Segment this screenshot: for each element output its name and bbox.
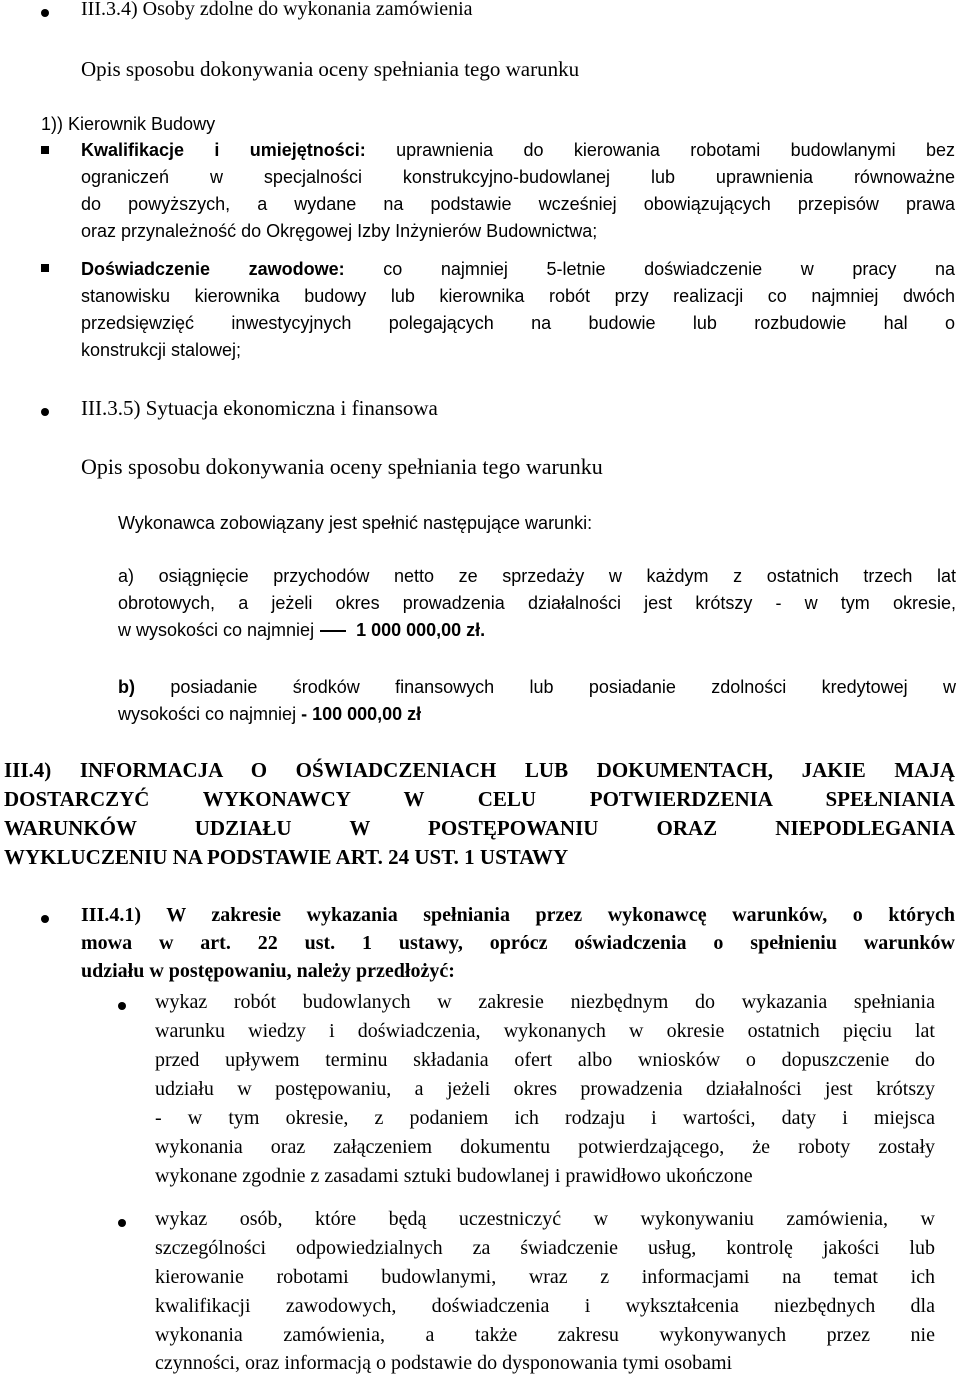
item1-line-7: wykonane zgodnie z zasadami sztuki budowlanej i prawidłowo ukończone	[155, 1165, 753, 1187]
section-heading-341-line-2: mowa w art. 22 ust. 1 ustawy, oprócz oświadczenia o spełnieniu warunków	[81, 932, 955, 954]
bullet-dot	[41, 408, 49, 416]
section-heading-341-line-1: III.4.1) W zakresie wykazania spełniania przez wykonawcę warunków, o których	[81, 904, 955, 926]
item1-line-5: - w tym okresie, z podaniem ich rodzaju i wartości, daty i miejsca	[155, 1107, 935, 1129]
section-heading-34-line-4: WYKLUCZENIU NA PODSTAWIE ART. 24 UST. 1 USTAWY	[4, 845, 569, 869]
dosw-line-3: przedsięwzięć inwestycyjnych polegających na budowie lub rozbudowie hal o	[81, 313, 955, 333]
cond-b-line-1	[118, 677, 956, 698]
conditions-intro: Wykonawca zobowiązany jest spełnić następujące warunki:	[118, 513, 593, 533]
item1-line-2: warunku wiedzy i doświadczenia, wykonanych w okresie ostatnich pięciu lat	[155, 1020, 935, 1042]
item2-line-6: czynności, oraz informacją o podstawie do dysponowania tymi osobami	[155, 1352, 733, 1374]
subheading-335: Opis sposobu dokonywania oceny spełniania tego warunku	[81, 454, 603, 479]
section-heading-341-line-3: udziału w postępowaniu, należy przedłożyć:	[81, 960, 455, 982]
item1-line-1: wykaz robót budowlanych w zakresie niezbędnym do wykazania spełniania	[155, 991, 935, 1013]
item2-line-2: szczególności odpowiedzialnych za świadczenie usług, kontrolę jakości lub	[155, 1237, 935, 1259]
dosw-line-1-rest: co najmniej 5-letnie doświadczenie w pracy na	[344, 259, 955, 279]
cond-a-line-3	[118, 620, 485, 641]
kwal-line-1-rest: uprawnienia do kierowania robotami budowlanymi bez	[365, 140, 955, 160]
cond-a-line-3-text: w wysokości co najmniej	[118, 620, 315, 640]
section-heading-335: III.3.5) Sytuacja ekonomiczna i finansowa	[81, 396, 438, 420]
bullet-square	[41, 264, 49, 272]
cond-b-line-2-text: wysokości co najmniej	[118, 704, 302, 724]
item2-line-5: wykonania zamówienia, a także zakresu wykonywanych przez nie	[155, 1324, 935, 1346]
item1-line-6: wykonania oraz załączeniem dokumentu potwierdzającego, że roboty zostały	[155, 1136, 935, 1158]
cond-b-line-1-rest: posiadanie środków finansowych lub posiadanie zdolności kredytowej w	[135, 677, 956, 697]
item2-line-3: kierowanie robotami budowlanymi, wraz z informacjami na temat ich	[155, 1266, 935, 1288]
bullet-dot	[118, 1219, 126, 1227]
item1-line-4: udziału w postępowaniu, a jeżeli okres prowadzenia działalności jest krótszy	[155, 1078, 935, 1100]
dosw-line-4: konstrukcji stalowej;	[81, 340, 242, 360]
bullet-dot	[41, 915, 49, 923]
cond-b-label: b)	[118, 677, 135, 697]
cond-a-line-1: a) osiągnięcie przychodów netto ze sprzedaży w każdym z ostatnich trzech lat	[118, 566, 956, 586]
item2-line-1: wykaz osób, które będą uczestniczyć w wykonywaniu zamówienia, w	[155, 1208, 935, 1230]
kwal-label: Kwalifikacje i umiejętności:	[81, 140, 366, 160]
kwal-line-4: oraz przynależność do Okręgowej Izby Inżynierów Budownictwa;	[81, 221, 598, 241]
bullet-dot	[118, 1002, 126, 1010]
dosw-line-1	[81, 259, 955, 280]
dash-mark	[320, 630, 346, 632]
kwal-line-3: do powyższych, a wydane na podstawie wcześniej obowiązujących przepisów prawa	[81, 194, 955, 214]
subheading-334: Opis sposobu dokonywania oceny spełniania tego warunku	[81, 57, 580, 81]
item2-line-4: kwalifikacji zawodowych, doświadczenia i wykształcenia niezbędnych dla	[155, 1295, 935, 1317]
section-heading-334: III.3.4) Osoby zdolne do wykonania zamówienia	[81, 0, 473, 20]
item1-line-3: przed upływem terminu składania ofert albo wniosków o dopuszczenie do	[155, 1049, 935, 1071]
kwal-line-2: ograniczeń w specjalności konstrukcyjno-budowlanej lub uprawnienia równoważne	[81, 167, 955, 187]
dosw-label: Doświadczenie zawodowe:	[81, 259, 345, 279]
bullet-dot	[41, 9, 49, 17]
section-heading-34-line-3: WARUNKÓW UDZIAŁU W POSTĘPOWANIU ORAZ NIEPODLEGANIA	[4, 816, 955, 840]
section-heading-34-line-1: III.4) INFORMACJA O OŚWIADCZENIACH LUB DOKUMENTACH, JAKIE MAJĄ	[4, 758, 955, 782]
dosw-line-2: stanowisku kierownika budowy lub kierownika robót przy realizacji co najmniej dwóch	[81, 286, 955, 306]
cond-b-line-2	[118, 704, 421, 725]
role-title: 1)) Kierownik Budowy	[41, 114, 216, 134]
cond-a-line-2: obrotowych, a jeżeli okres prowadzenia działalności jest krótszy - w tym okresie,	[118, 593, 956, 613]
cond-a-amount: 1 000 000,00 zł.	[356, 620, 486, 640]
bullet-square	[41, 146, 49, 154]
cond-b-amount: - 100 000,00 zł	[301, 704, 422, 724]
section-heading-34-line-2: DOSTARCZYĆ WYKONAWCY W CELU POTWIERDZENIA SPEŁNIANIA	[4, 787, 955, 811]
kwal-line-1	[81, 140, 955, 161]
